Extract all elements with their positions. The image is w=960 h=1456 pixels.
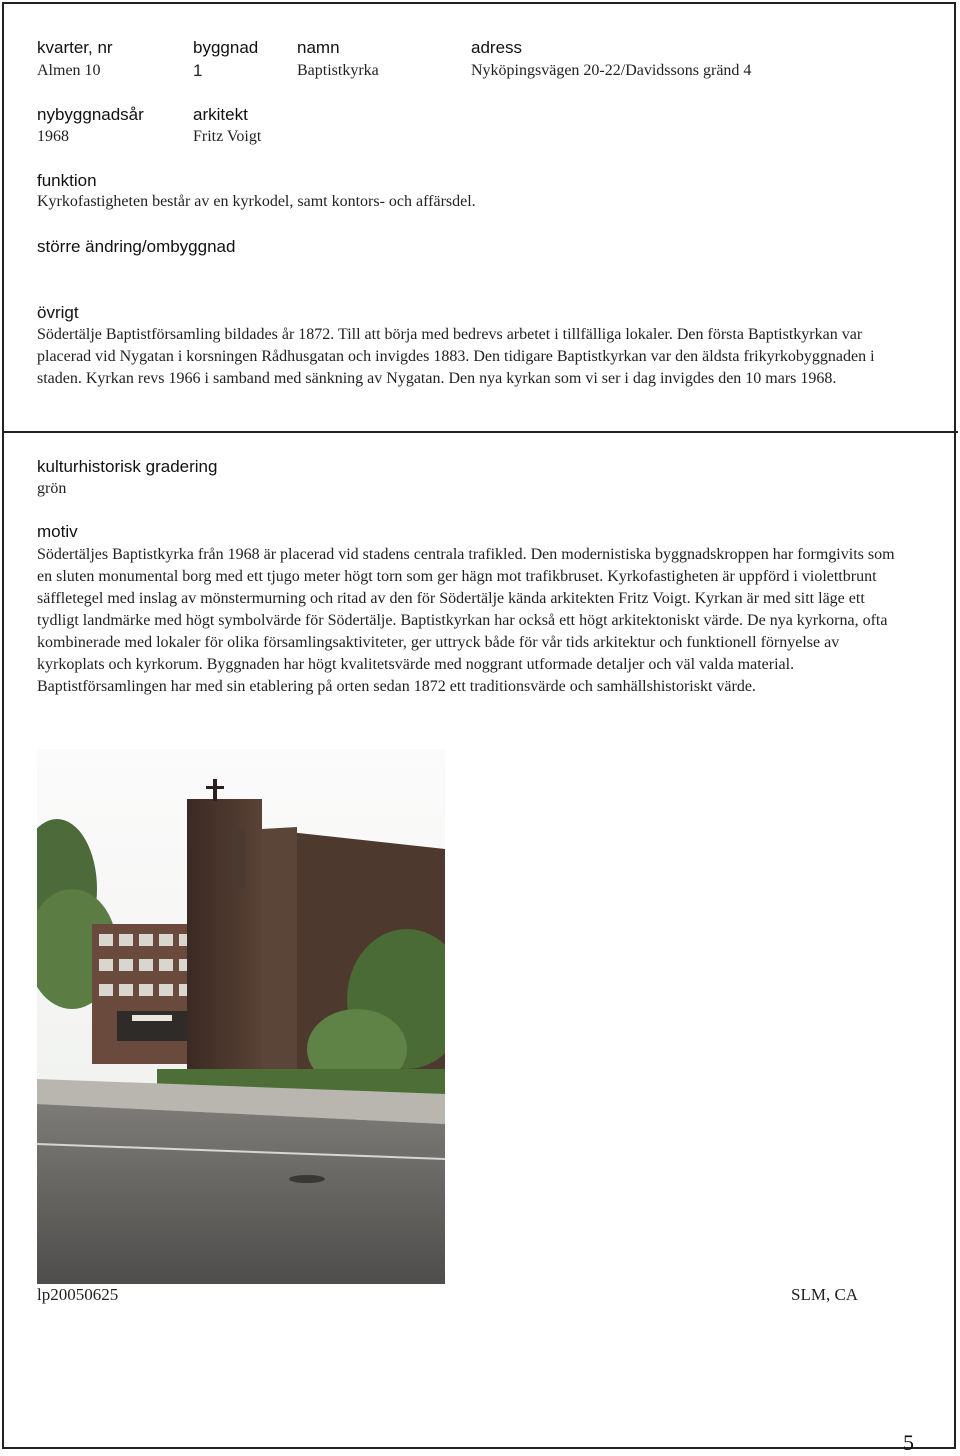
ovrigt-label: övrigt: [37, 303, 79, 322]
motiv-text: Södertäljes Baptistkyrka från 1968 är placerad vid stadens centrala trafikled. Den modernistiska byggnadskroppen har formgivits som en sluten monumental borg med ett tjugo meter högt torn som ger hägn mot trafikbruset. Kyrkofastigheten är uppförd i violettbrunt säffletegel med inslag av mönstermurning och ritad av den för Södertälje kända arkitekten Fritz Voigt. Kyrkan är med sitt läge ett tydligt landmärke med högt symbolvärde för Södertälje. Baptistkyrkan har också ett högt arkitektoniskt värde. De nya kyrkorna, ofta kombinerade med lokaler för olika församlingsaktiviteter, ger uttryck både för vår tids arkitektur och funktionell förnyelse av kyrkoplats och kyrkorum. Byggnaden har högt kvalitetsvärde med noggrant utformade detaljer och väl valda material. Baptistförsamlingen har med sin etablering på orten sedan 1872 ett traditionsvärde och samhällshistoriskt värde.: [37, 546, 895, 695]
andring-label: större ändring/ombyggnad: [37, 237, 236, 256]
kvarter-label: kvarter, nr: [37, 38, 113, 57]
namn-value: Baptistkyrka: [297, 62, 379, 79]
gradering-label: kulturhistorisk gradering: [37, 457, 218, 476]
funktion-text: Kyrkofastigheten består av en kyrkodel, samt kontors- och affärsdel.: [37, 193, 476, 210]
gradering-value: grön: [37, 480, 67, 497]
adress-value: Nyköpingsvägen 20-22/Davidssons gränd 4: [471, 62, 752, 79]
page-number: 5: [903, 1430, 914, 1455]
photo-id: lp20050625: [37, 1285, 119, 1304]
arkitekt-value: Fritz Voigt: [193, 128, 262, 145]
arkitekt-label: arkitekt: [193, 105, 248, 124]
ovrigt-text: Södertälje Baptistförsamling bildades år 1872. Till att börja med bedrevs arbetet i tillfälliga lokaler. Den första Baptistkyrkan var placerad vid Nygatan i korsningen Rådhusgatan och invigdes 1883. Den tidigare Baptistkyrkan var den äldsta frikyrkobyggnaden i staden. Kyrkan revs 1966 i samband med sänkning av Nygatan. Den nya kyrkan som vi ser i dag invigdes den 10 mars 1968.: [37, 326, 875, 387]
adress-label: adress: [471, 38, 523, 57]
namn-label: namn: [297, 38, 340, 57]
photo-credit: SLM, CA: [791, 1285, 859, 1304]
nybyggnadsar-label: nybyggnadsår: [37, 105, 144, 124]
kvarter-value: Almen 10: [37, 62, 101, 79]
nybyggnadsar-value: 1968: [37, 128, 69, 145]
funktion-label: funktion: [37, 171, 97, 190]
church-photo: [37, 749, 445, 1284]
motiv-label: motiv: [37, 522, 78, 541]
byggnad-value: 1: [193, 61, 203, 80]
section-divider: [2, 431, 958, 433]
byggnad-label: byggnad: [193, 38, 259, 57]
